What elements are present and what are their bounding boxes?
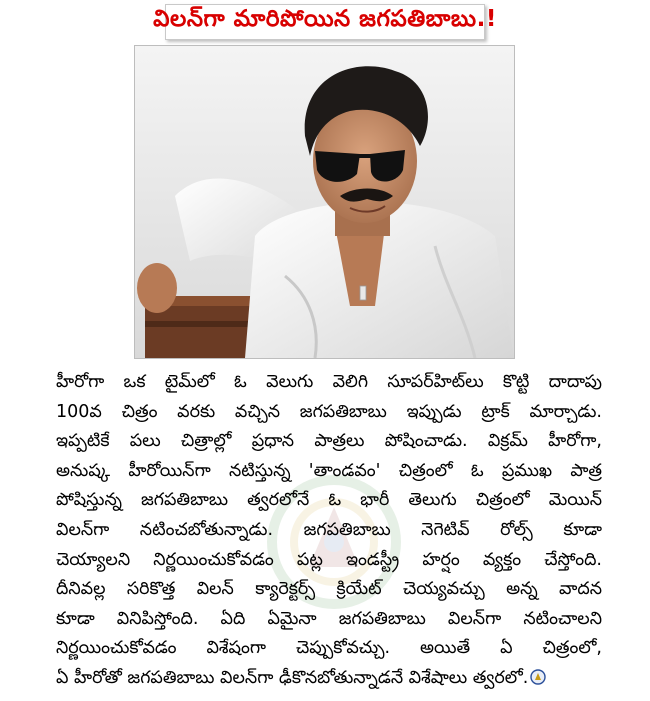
article-line: 100వ చిత్రం వరకు వచ్చిన జగపతిబాబు ఇప్పుడు ట్రాక్ మార్చాడు. (56, 401, 602, 422)
site-logo-small-icon (530, 669, 546, 685)
headline: విలన్‌గా మారిపోయిన జగపతిబాబు.! (153, 6, 497, 32)
article-photo (134, 45, 515, 359)
article-line: అనుష్క హీరోయిన్‌గా నటిస్తున్న 'తాండవం' చిత్రంలో ఓ ప్రముఖ పాత్ర (56, 460, 602, 481)
photo-illustration (135, 46, 514, 358)
article-line: విలన్‌గా నటించబోతున్నాడు. జగపతిబాబు నెగెటివ్ రోల్స్ కూడా (56, 519, 602, 540)
article-line: దీనివల్ల సరికొత్త విలన్ క్యారెక్టర్స్ క్రియేట్ చెయ్యవచ్చు అన్న వాదన (56, 579, 602, 600)
article-line: నిర్ణయించుకోవడం విశేషంగా చెప్పుకోవచ్చు. అయితే ఏ చిత్రంలో, (56, 638, 602, 659)
article-line-last (56, 664, 602, 694)
article-line: చెయ్యాలని నిర్ణయించుకోవడం పట్ల ఇండస్ట్రీ హర్షం వ్యక్తం చేస్తోంది. (56, 549, 602, 570)
article-line: పోషిస్తున్న జగపతిబాబు త్వరలోనే ఓ భారీ తెలుగు చిత్రంలో మెయిన్ (56, 490, 602, 511)
article-line: హీరోగా ఒక టైమ్‌లో ఓ వెలుగు వెలిగి సూపర్‌హిట్‌లు కొట్టి దాదాపు (56, 372, 602, 392)
article-line: ఇప్పటికే పలు చిత్రాల్లో ప్రధాన పాత్రలు పోషించాడు. విక్రమ్ హీరోగా, (56, 431, 602, 452)
article-line-text: ఏ హీరోతో జగపతిబాబు విలన్‌గా ఢీకొనబోతున్నాడనే విశేషాలు త్వరలో. (56, 667, 529, 688)
article-line: కూడా వినిపిస్తోంది. ఏది ఏమైనా జగపతిబాబు విలన్‌గా నటించాలని (56, 608, 602, 629)
article-body (56, 368, 602, 694)
headline-box (153, 4, 497, 40)
